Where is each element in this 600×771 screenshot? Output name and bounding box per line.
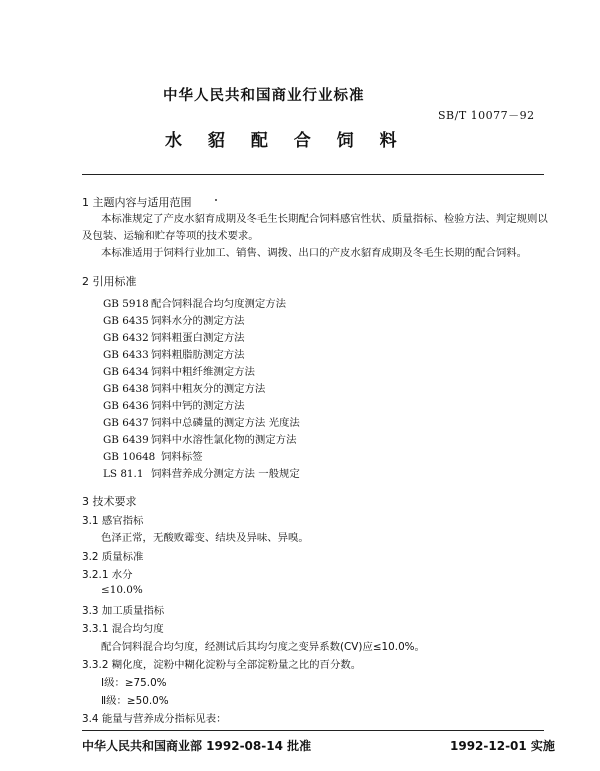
reference-item xyxy=(103,431,296,446)
reference-code: GB 6436 xyxy=(103,400,149,412)
grade-2-value: Ⅱ级：≥50.0% xyxy=(101,695,169,707)
reference-item xyxy=(103,312,245,327)
reference-title: 饲料粗脂肪测定方法 xyxy=(151,349,245,361)
reference-title: 饲料粗蛋白测定方法 xyxy=(151,332,245,344)
section-2-heading: 2 引用标准 xyxy=(82,275,137,288)
reference-item xyxy=(103,380,265,395)
clause-3-4: 3.4 能量与营养成分指标见表： xyxy=(82,713,227,725)
reference-title: 饲料中粗纤维测定方法 xyxy=(151,366,255,378)
reference-code: GB 6432 xyxy=(103,332,149,344)
section-3-heading: 3 技术要求 xyxy=(82,495,137,508)
reference-item xyxy=(103,465,300,480)
scan-speck xyxy=(215,199,217,201)
clause-3-1-text: 色泽正常，无酸败霉变、结块及异味、异嗅。 xyxy=(101,532,309,544)
grade-1-value: Ⅰ级：≥75.0% xyxy=(101,677,167,689)
reference-title: 饲料中总磷量的测定方法 光度法 xyxy=(151,417,300,429)
document-title: 水 貂 配 合 饲 料 xyxy=(165,131,407,151)
clause-3-2-1: 3.2.1 水分 xyxy=(82,569,133,581)
reference-item xyxy=(103,397,245,412)
moisture-limit: ≤10.0% xyxy=(101,584,143,596)
clause-3-2: 3.2 质量标准 xyxy=(82,551,144,563)
reference-item xyxy=(103,448,203,463)
reference-title: 饲料标签 xyxy=(161,451,203,463)
reference-code: GB 6434 xyxy=(103,366,149,378)
footer-divider xyxy=(82,730,544,731)
reference-item xyxy=(103,414,300,429)
reference-title: 饲料水分的测定方法 xyxy=(151,315,245,327)
clause-3-3: 3.3 加工质量指标 xyxy=(82,605,165,617)
reference-code: GB 6435 xyxy=(103,315,149,327)
section-1-para-1-line-1: 本标准规定了产皮水貂育成期及冬毛生长期配合饲料感官性状、质量指标、检验方法、判定规则以 xyxy=(101,213,548,225)
clause-3-3-1-text: 配合饲料混合均匀度，经测试后其均匀度之变异系数(CV)应≤10.0%。 xyxy=(101,641,425,653)
section-1-para-2: 本标准适用于饲料行业加工、销售、调拨、出口的产皮水貂育成期及冬毛生长期的配合饲料。 xyxy=(101,247,528,259)
header-divider xyxy=(82,174,544,175)
standard-number: SB/T 10077－92 xyxy=(438,109,535,122)
section-1-heading: 1 主题内容与适用范围 xyxy=(82,196,192,209)
implementation-date: 1992-12-01 实施 xyxy=(450,739,555,753)
reference-code: GB 6438 xyxy=(103,383,149,395)
reference-code: GB 10648 xyxy=(103,451,156,463)
reference-code: GB 6437 xyxy=(103,417,149,429)
reference-title: 饲料中水溶性氯化物的测定方法 xyxy=(151,434,297,446)
issuing-org-heading: 中华人民共和国商业行业标准 xyxy=(163,88,365,104)
approval-line: 中华人民共和国商业部 1992-08-14 批准 xyxy=(82,739,312,753)
reference-title: 饲料中粗灰分的测定方法 xyxy=(151,383,266,395)
reference-item xyxy=(103,295,286,310)
clause-3-1: 3.1 感官指标 xyxy=(82,515,144,527)
clause-3-3-2: 3.3.2 糊化度，淀粉中糊化淀粉与全部淀粉量之比的百分数。 xyxy=(82,659,362,671)
reference-code: GB 5918 xyxy=(103,298,149,310)
reference-title: 配合饲料混合均匀度测定方法 xyxy=(151,298,287,310)
reference-item xyxy=(103,363,255,378)
reference-title: 饲料营养成分测定方法 一般规定 xyxy=(151,468,300,480)
clause-3-3-1: 3.3.1 混合均匀度 xyxy=(82,623,164,635)
reference-item xyxy=(103,346,245,361)
reference-code: GB 6439 xyxy=(103,434,149,446)
reference-title: 饲料中钙的测定方法 xyxy=(151,400,245,412)
section-1-para-1-line-2: 及包装、运输和贮存等项的技术要求。 xyxy=(82,230,259,242)
reference-code: GB 6433 xyxy=(103,349,149,361)
reference-code: LS 81.1 xyxy=(103,468,144,480)
reference-item xyxy=(103,329,245,344)
